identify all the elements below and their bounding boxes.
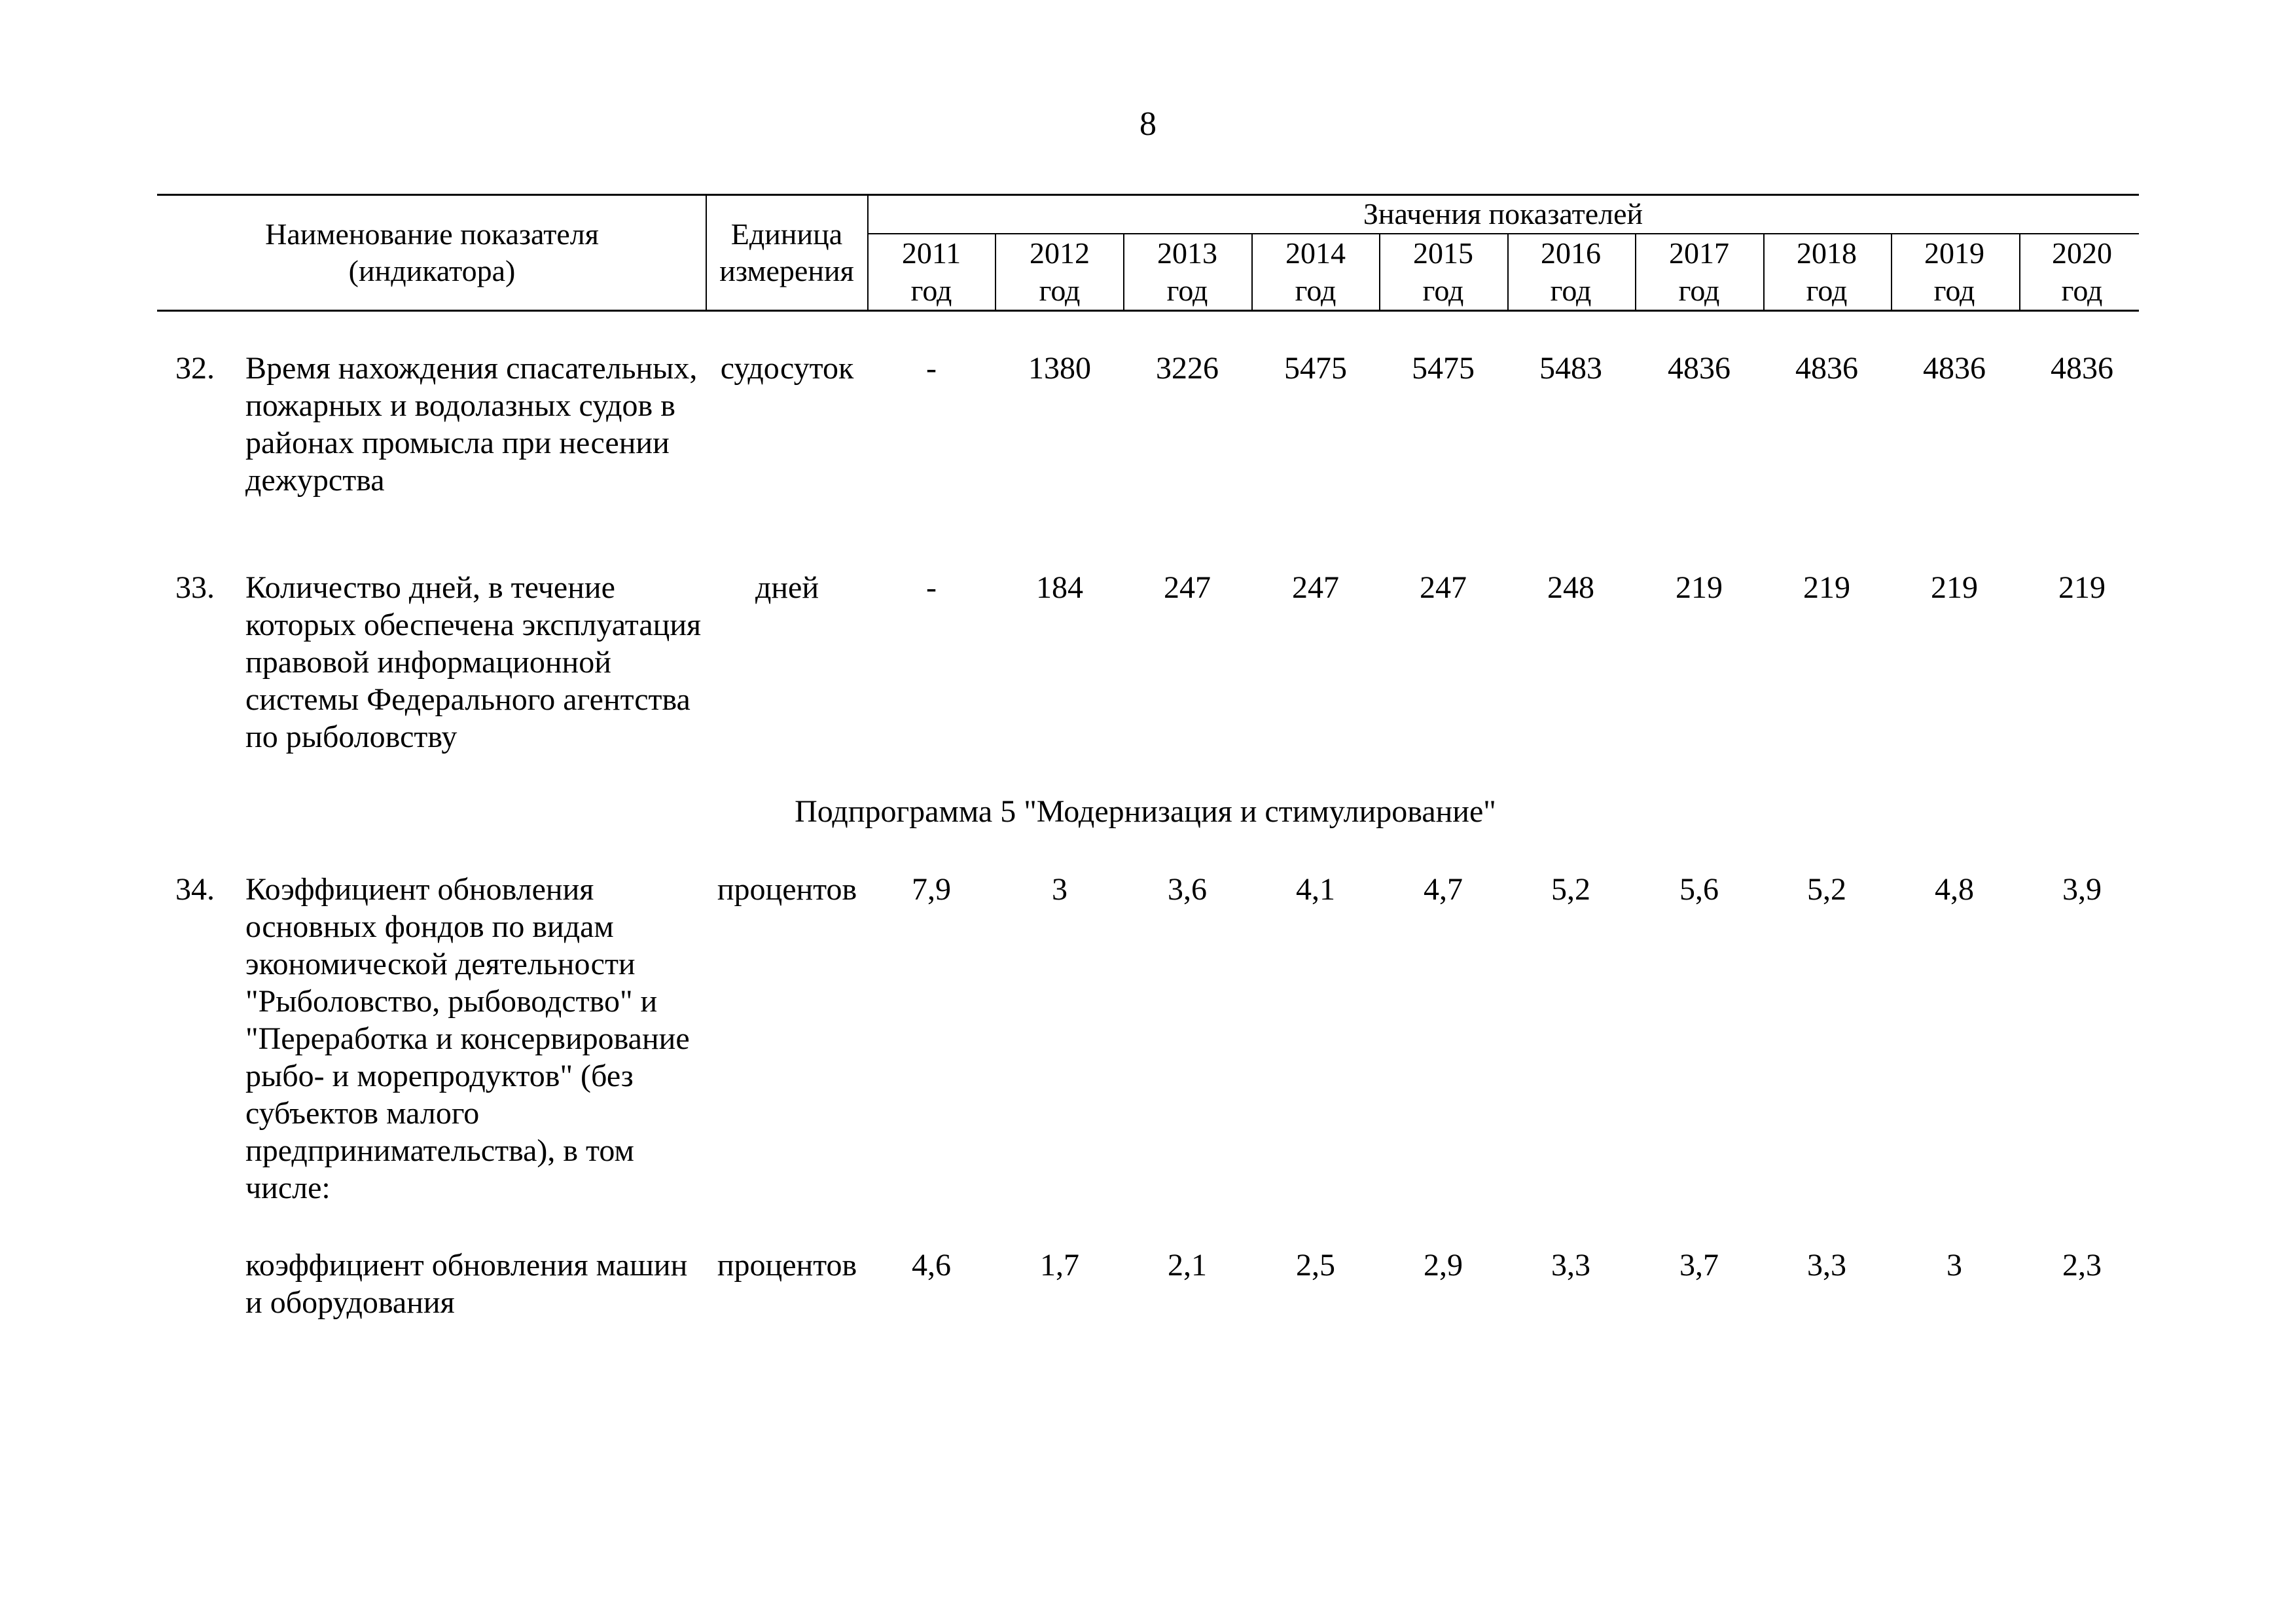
header-year: 2011 год <box>901 236 961 307</box>
indicator-value: 3,6 <box>1168 872 1207 907</box>
indicator-value: 1,7 <box>1040 1248 1079 1283</box>
indicator-value: 5,2 <box>1551 872 1590 907</box>
row-number: 33. <box>175 570 215 605</box>
unit-of-measure: дней <box>755 570 819 605</box>
indicator-value: 5,6 <box>1679 872 1719 907</box>
indicator-value: 4,6 <box>912 1248 951 1283</box>
indicator-value: 5475 <box>1412 351 1475 386</box>
page-number: 8 <box>1139 105 1157 143</box>
row-number: 32. <box>175 351 215 386</box>
col-divider-year <box>1635 234 1636 310</box>
indicator-value: 4,7 <box>1424 872 1463 907</box>
indicator-name: Коэффициент обновления основных фондов по видам экономической деятельности "Рыболовство, рыбоводство" и "Переработка и консервирование рыбо- и морепродуктов" (без субъектов малого предпринимательства), в том числе: <box>245 872 690 1205</box>
indicator-value: 7,9 <box>912 872 951 907</box>
header-year: 2020 год <box>2052 236 2112 307</box>
indicator-value: 4,1 <box>1296 872 1335 907</box>
indicator-value: 3,3 <box>1807 1248 1846 1283</box>
header-year: 2016 год <box>1541 236 1601 307</box>
header-year: 2018 год <box>1797 236 1857 307</box>
indicator-value: 5,2 <box>1807 872 1846 907</box>
col-divider-year <box>1763 234 1765 310</box>
indicator-value: 247 <box>1420 570 1467 605</box>
unit-of-measure: судосуток <box>720 351 854 386</box>
indicator-value: 1380 <box>1028 351 1091 386</box>
header-bottom-rule <box>157 310 2139 312</box>
header-name-column: Наименование показателя (индикатора) <box>265 217 599 287</box>
indicator-name: коэффициент обновления машин и оборудования <box>245 1248 688 1320</box>
header-year: 2014 год <box>1285 236 1346 307</box>
indicator-value: 3226 <box>1156 351 1219 386</box>
indicator-name: Количество дней, в течение которых обеспечена эксплуатация правовой информационной системы Федерального агентства по рыболовству <box>245 570 702 754</box>
subprogram-title: Подпрограмма 5 "Модернизация и стимулирование" <box>795 794 1496 829</box>
col-divider-year <box>1123 234 1124 310</box>
col-divider-year <box>2019 234 2020 310</box>
indicator-value: 4836 <box>1923 351 1986 386</box>
indicator-value: 219 <box>2058 570 2106 605</box>
col-divider-year <box>1379 234 1380 310</box>
indicator-value: - <box>926 351 937 386</box>
indicator-value: 219 <box>1676 570 1723 605</box>
indicator-value: 2,1 <box>1168 1248 1207 1283</box>
col-divider-name <box>706 194 707 310</box>
indicator-value: 3 <box>1052 872 1067 907</box>
header-year: 2019 год <box>1924 236 1984 307</box>
indicator-value: 5475 <box>1284 351 1347 386</box>
indicator-name: Время нахождения спасательных, пожарных и водолазных судов в районах промысла при несении дежурства <box>245 351 698 498</box>
indicator-value: 184 <box>1036 570 1083 605</box>
indicator-value: 2,5 <box>1296 1248 1335 1283</box>
indicator-value: 4836 <box>1795 351 1858 386</box>
indicator-value: 3,7 <box>1679 1248 1719 1283</box>
indicator-value: 5483 <box>1539 351 1602 386</box>
indicator-value: 2,9 <box>1424 1248 1463 1283</box>
indicator-value: 2,3 <box>2062 1248 2102 1283</box>
indicator-value: 219 <box>1931 570 1978 605</box>
header-year: 2012 год <box>1030 236 1090 307</box>
indicator-value: 4836 <box>2051 351 2113 386</box>
indicator-value: 3,3 <box>1551 1248 1590 1283</box>
header-values-group: Значения показателей <box>1363 197 1643 230</box>
indicator-value: 248 <box>1547 570 1594 605</box>
indicator-value: 3,9 <box>2062 872 2102 907</box>
indicator-value: 4836 <box>1668 351 1731 386</box>
col-divider-year <box>1251 234 1253 310</box>
header-year: 2015 год <box>1413 236 1473 307</box>
indicator-value: - <box>926 570 937 605</box>
header-year: 2013 год <box>1157 236 1217 307</box>
header-year: 2017 год <box>1669 236 1729 307</box>
indicator-value: 219 <box>1803 570 1850 605</box>
col-divider-year <box>1507 234 1509 310</box>
indicator-value: 247 <box>1292 570 1339 605</box>
unit-of-measure: процентов <box>717 872 857 907</box>
indicator-value: 3 <box>1946 1248 1962 1283</box>
row-number: 34. <box>175 872 215 907</box>
header-unit-column: Единица измерения <box>719 217 854 287</box>
col-divider-year <box>1891 234 1892 310</box>
indicator-value: 4,8 <box>1935 872 1974 907</box>
indicator-value: 247 <box>1164 570 1211 605</box>
col-divider-year <box>995 234 996 310</box>
unit-of-measure: процентов <box>717 1248 857 1283</box>
